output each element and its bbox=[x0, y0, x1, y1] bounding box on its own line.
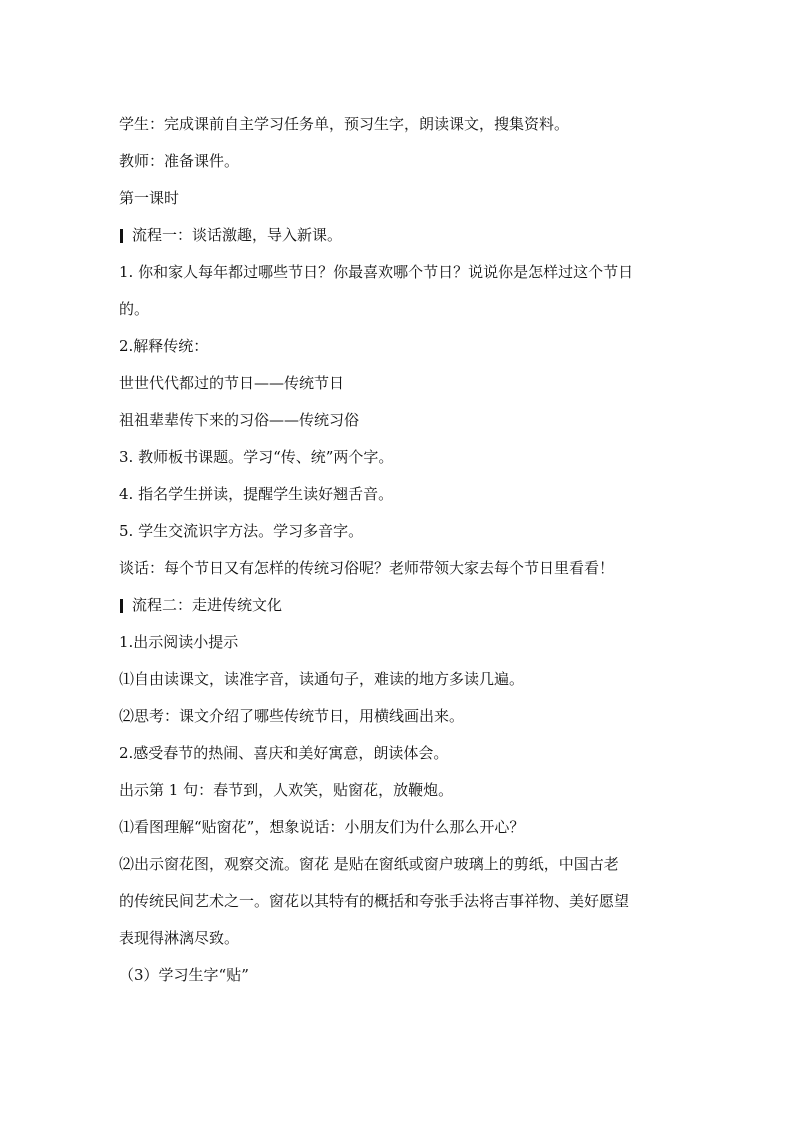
step-2-heading: 2.解释传统： bbox=[119, 337, 209, 355]
step-3: 3. 教师板书课题。学习“传、统”两个字。 bbox=[119, 448, 394, 466]
lesson-period-heading: 第一课时 bbox=[119, 189, 180, 207]
definition-custom: 祖祖辈辈传下来的习俗——传统习俗 bbox=[119, 411, 360, 429]
activity-1: ⑴看图理解“贴窗花”，想象说话：小朋友们为什么那么开心？ bbox=[119, 818, 525, 836]
section-heading-2-text: 流程二：走进传统文化 bbox=[132, 596, 283, 614]
section-marker-icon bbox=[120, 599, 123, 613]
definition-festival: 世世代代都过的节日——传统节日 bbox=[119, 374, 345, 392]
step-5: 5. 学生交流识字方法。学习多音字。 bbox=[119, 522, 364, 540]
prep-teacher: 教师：准备课件。 bbox=[119, 152, 240, 170]
section-heading-2 bbox=[119, 587, 679, 624]
document-body bbox=[119, 106, 679, 994]
activity-3: （3）学习生字“贴” bbox=[119, 966, 249, 984]
talk-transition: 谈话：每个节日又有怎样的传统习俗呢？老师带领大家去每个节日里看看！ bbox=[119, 559, 615, 577]
activity-2-line-1: ⑵出示窗花图，观察交流。窗花 是贴在窗纸或窗户玻璃上的剪纸，中国古老 bbox=[119, 855, 619, 873]
sentence-1: 出示第 1 句：春节到，人欢笑，贴窗花，放鞭炮。 bbox=[119, 781, 454, 799]
prep-students: 学生：完成课前自主学习任务单，预习生字，朗读课文，搜集资料。 bbox=[119, 115, 570, 133]
step-4: 4. 指名学生拼读，提醒学生读好翘舌音。 bbox=[119, 485, 394, 503]
reading-tip-2: ⑵思考：课文介绍了哪些传统节日，用横线画出来。 bbox=[119, 707, 465, 725]
activity-2-line-3: 表现得淋漓尽致。 bbox=[119, 929, 240, 947]
step-1-line-1: 1. 你和家人每年都过哪些节日？你最喜欢哪个节日？说说你是怎样过这个节日 bbox=[119, 263, 634, 281]
section-heading-1-text: 流程一：谈话激趣，导入新课。 bbox=[132, 226, 343, 244]
section-marker-icon bbox=[120, 229, 123, 243]
activity-2-line-2: 的传统民间艺术之一。窗花以其特有的概括和夸张手法将吉事祥物、美好愿望 bbox=[119, 892, 630, 910]
spring-festival-heading: 2.感受春节的热闹、喜庆和美好寓意，朗读体会。 bbox=[119, 744, 449, 762]
step-1-line-2: 的。 bbox=[119, 300, 150, 318]
section-heading-1 bbox=[119, 217, 679, 254]
reading-tips-heading: 1.出示阅读小提示 bbox=[119, 633, 239, 651]
reading-tip-1: ⑴自由读课文，读准字音，读通句子，难读的地方多读几遍。 bbox=[119, 670, 525, 688]
